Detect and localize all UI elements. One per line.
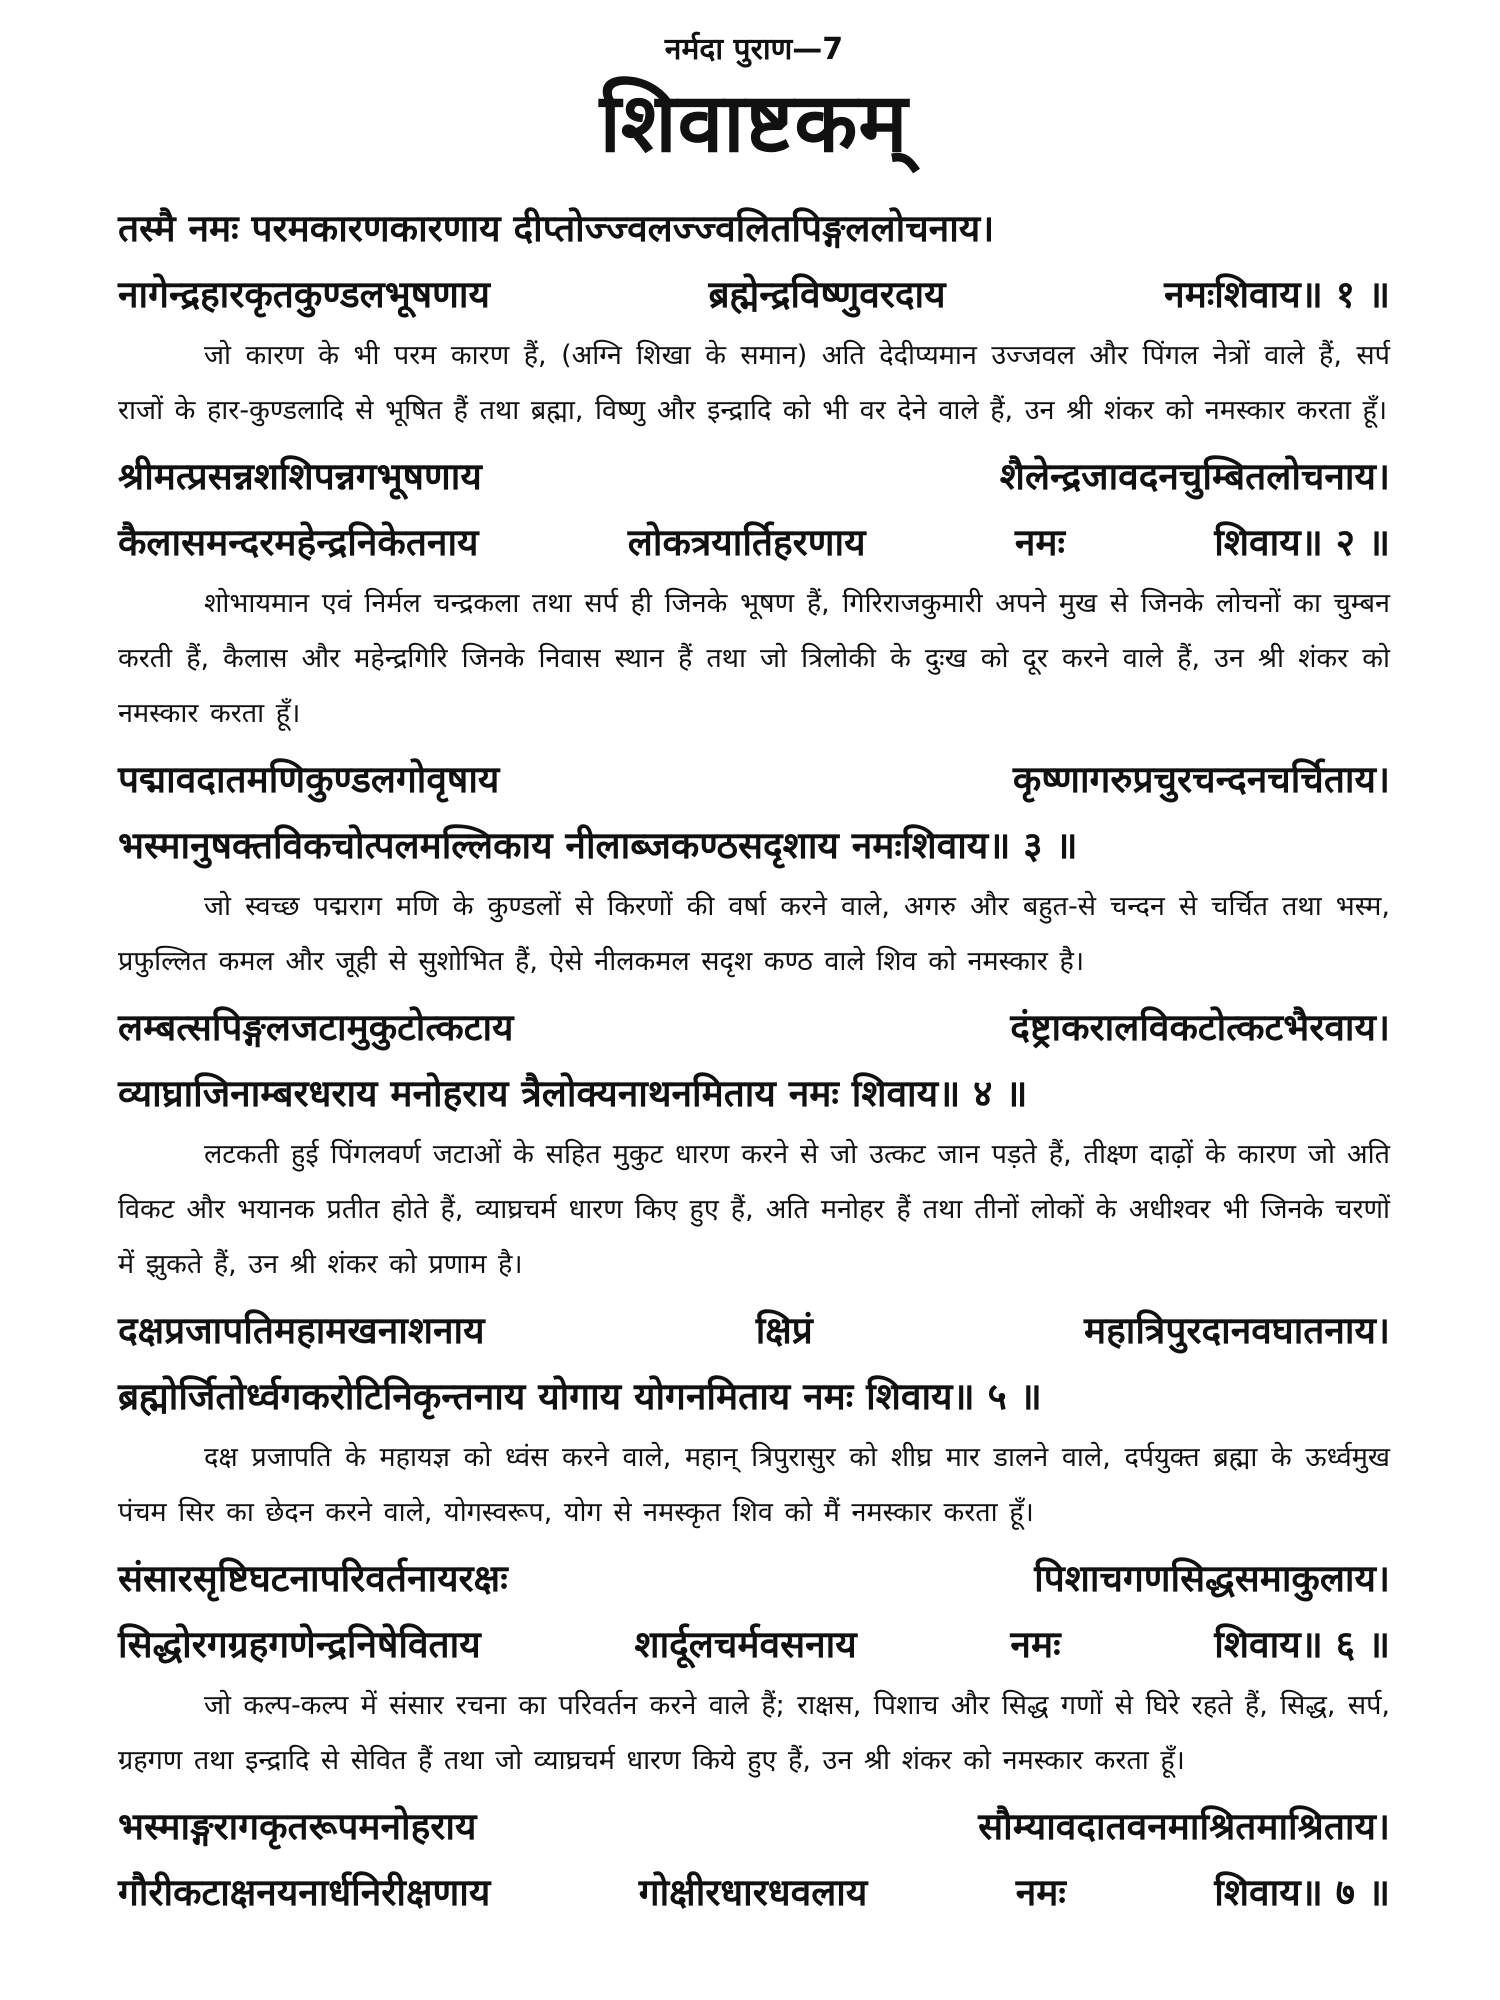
verse-segment: नमः xyxy=(1010,1623,1061,1666)
verse-segment: ब्रह्मेन्द्रविष्णुवरदाय xyxy=(708,273,946,316)
verse-line2 xyxy=(118,1061,1390,1127)
verse-segment: शैलेन्द्रजावदनचुम्बितलोचनाय। xyxy=(999,455,1390,498)
verse-line1 xyxy=(118,444,1390,510)
verse-translation: जो स्वच्छ पद्मराग मणि के कुण्डलों से किरणों की वर्षा करने वाले, अगरु और बहुत-से चन्दन से चर्चित तथा भस्म, प्रफुल्लित कमल और जूही से सुशोभित हैं, ऐसे नीलकमल सदृश कण्ठ वाले शिव को नमस्कार है। xyxy=(118,891,1390,977)
verse-line2 xyxy=(118,1612,1390,1678)
verse-translation: शोभायमान एवं निर्मल चन्द्रकला तथा सर्प ही जिनके भूषण हैं, गिरिराजकुमारी अपने मुख से जिनके लोचनों का चुम्बन करती हैं, कैलास और महेन्द्रगिरि जिनके निवास स्थान हैं तथा जो त्रिलोकी के दुःख को दूर करने वाले हैं, उन श्री शंकर को नमस्कार करता हूँ। xyxy=(118,588,1390,729)
verse-segment: शिवाय॥ २ ॥ xyxy=(1214,521,1390,564)
verse-translation: जो कारण के भी परम कारण हैं, (अग्नि शिखा के समान) अति देदीप्यमान उज्जवल और पिंगल नेत्रों वाले हैं, सर्प राजों के हार-कुण्डलादि से भूषित हैं तथा ब्रह्मा, विष्णु और इन्द्रादि को भी वर देने वाले हैं, उन श्री शंकर को नमस्कार करता हूँ। xyxy=(118,340,1390,426)
verse-segment: पद्मावदातमणिकुण्डलगोवृषाय xyxy=(118,758,500,801)
verse-line1 xyxy=(118,747,1390,813)
verse-line1 xyxy=(118,1298,1390,1364)
verse-6 xyxy=(118,1546,1390,1788)
verse-translation: जो कल्प-कल्प में संसार रचना का परिवर्तन करने वाले हैं; राक्षस, पिशाच और सिद्ध गणों से घिरे रहते हैं, सिद्ध, सर्प, ग्रहगण तथा इन्द्रादि से सेवित हैं तथा जो व्याघ्रचर्म धारण किये हुए हैं, उन श्री शंकर को नमस्कार करता हूँ। xyxy=(118,1690,1390,1776)
verse-segment: शिवाय॥ ७ ॥ xyxy=(1214,1871,1390,1914)
page-title: शिवाष्टकम् xyxy=(599,76,909,171)
verse-segment: सौम्यावदातवनमाश्रितमाश्रिताय। xyxy=(978,1805,1390,1848)
verse-line2 xyxy=(118,1364,1390,1430)
verse-segment: महात्रिपुरदानवघातनाय। xyxy=(1083,1309,1390,1352)
page-header: नर्मदा पुराण—7 xyxy=(664,32,844,67)
verse-line1 xyxy=(118,995,1390,1061)
verse-1 xyxy=(118,196,1390,438)
verse-segment: भस्माङ्गरागकृतरूपमनोहराय xyxy=(118,1805,477,1848)
verse-segment: लम्बत्सपिङ्गलजटामुकुटोत्कटाय xyxy=(118,1006,514,1049)
verse-segment: लोकत्रयार्तिहरणाय xyxy=(627,521,866,564)
verse-2 xyxy=(118,444,1390,741)
verse-segment: क्षिप्रं xyxy=(755,1309,813,1352)
verse-line2 xyxy=(118,1860,1390,1926)
verse-line1 xyxy=(118,196,1390,262)
verse-line2 xyxy=(118,262,1390,328)
verse-segment: शिवाय॥ ६ ॥ xyxy=(1214,1623,1390,1666)
verse-3 xyxy=(118,747,1390,989)
verse-segment: नमःशिवाय॥ १ ॥ xyxy=(1164,273,1390,316)
verses-container xyxy=(118,196,1390,1926)
verse-segment: कृष्णागरुप्रचुरचन्दनचर्चिताय। xyxy=(1012,758,1390,801)
verse-segment: दंष्ट्राकरालविकटोत्कटभैरवाय। xyxy=(1010,1006,1390,1049)
verse-segment: नमः xyxy=(1015,1871,1066,1914)
verse-segment: पिशाचगणसिद्धसमाकुलाय। xyxy=(1034,1557,1390,1600)
verse-segment: कैलासमन्दरमहेन्द्रनिकेतनाय xyxy=(118,521,479,564)
verse-segment: नमः xyxy=(1014,521,1066,564)
verse-segment: नागेन्द्रहारकृतकुण्डलभूषणाय xyxy=(118,273,490,316)
verse-4 xyxy=(118,995,1390,1292)
verse-segment: संसारसृष्टिघटनापरिवर्तनायरक्षः xyxy=(118,1557,508,1600)
verse-7 xyxy=(118,1794,1390,1926)
verse-line2 xyxy=(118,813,1390,879)
verse-segment: तस्मै नमः परमकारणकारणाय दीप्तोज्ज्वलज्ज्वलितपिङ्गललोचनाय। xyxy=(118,207,995,250)
verse-segment: श्रीमत्प्रसन्नशशिपन्नगभूषणाय xyxy=(118,455,482,498)
verse-segment: दक्षप्रजापतिमहामखनाशनाय xyxy=(118,1309,485,1352)
verse-5 xyxy=(118,1298,1390,1540)
verse-segment: ब्रह्मोर्जितोर्ध्वगकरोटिनिकृन्तनाय योगाय योगनमिताय नमः शिवाय॥ ५ ॥ xyxy=(118,1375,1042,1418)
verse-line2 xyxy=(118,510,1390,576)
verse-segment: गोक्षीरधारधवलाय xyxy=(638,1871,868,1914)
verse-translation: लटकती हुई पिंगलवर्ण जटाओं के सहित मुकुट धारण करने से जो उत्कट जान पड़ते हैं, तीक्ष्ण दाढ़ों के कारण जो अति विकट और भयानक प्रतीत होते हैं, व्याघ्रचर्म धारण किए हुए हैं, अति मनोहर हैं तथा तीनों लोकों के अधीश्वर भी जिनके चरणों में झुकते हैं, उन श्री शंकर को प्रणाम है। xyxy=(118,1139,1390,1280)
verse-line1 xyxy=(118,1794,1390,1860)
verse-line1 xyxy=(118,1546,1390,1612)
verse-segment: सिद्धोरगग्रहगणेन्द्रनिषेविताय xyxy=(118,1623,481,1666)
verse-segment: व्याघ्राजिनाम्बरधराय मनोहराय त्रैलोक्यनाथनमिताय नमः शिवाय॥ ४ ॥ xyxy=(118,1072,1028,1115)
verse-segment: गौरीकटाक्षनयनार्धनिरीक्षणाय xyxy=(118,1871,491,1914)
verse-segment: शार्दूलचर्मवसनाय xyxy=(634,1623,857,1666)
verse-translation: दक्ष प्रजापति के महायज्ञ को ध्वंस करने वाले, महान् त्रिपुरासुर को शीघ्र मार डालने वाले, दर्पयुक्त ब्रह्मा के ऊर्ध्वमुख पंचम सिर का छेदन करने वाले, योगस्वरूप, योग से नमस्कृत शिव को मैं नमस्कार करता हूँ। xyxy=(118,1442,1390,1528)
verse-segment: भस्मानुषक्तविकचोत्पलमल्लिकाय नीलाब्जकण्ठसदृशाय नमःशिवाय॥ ३ ॥ xyxy=(118,824,1078,867)
